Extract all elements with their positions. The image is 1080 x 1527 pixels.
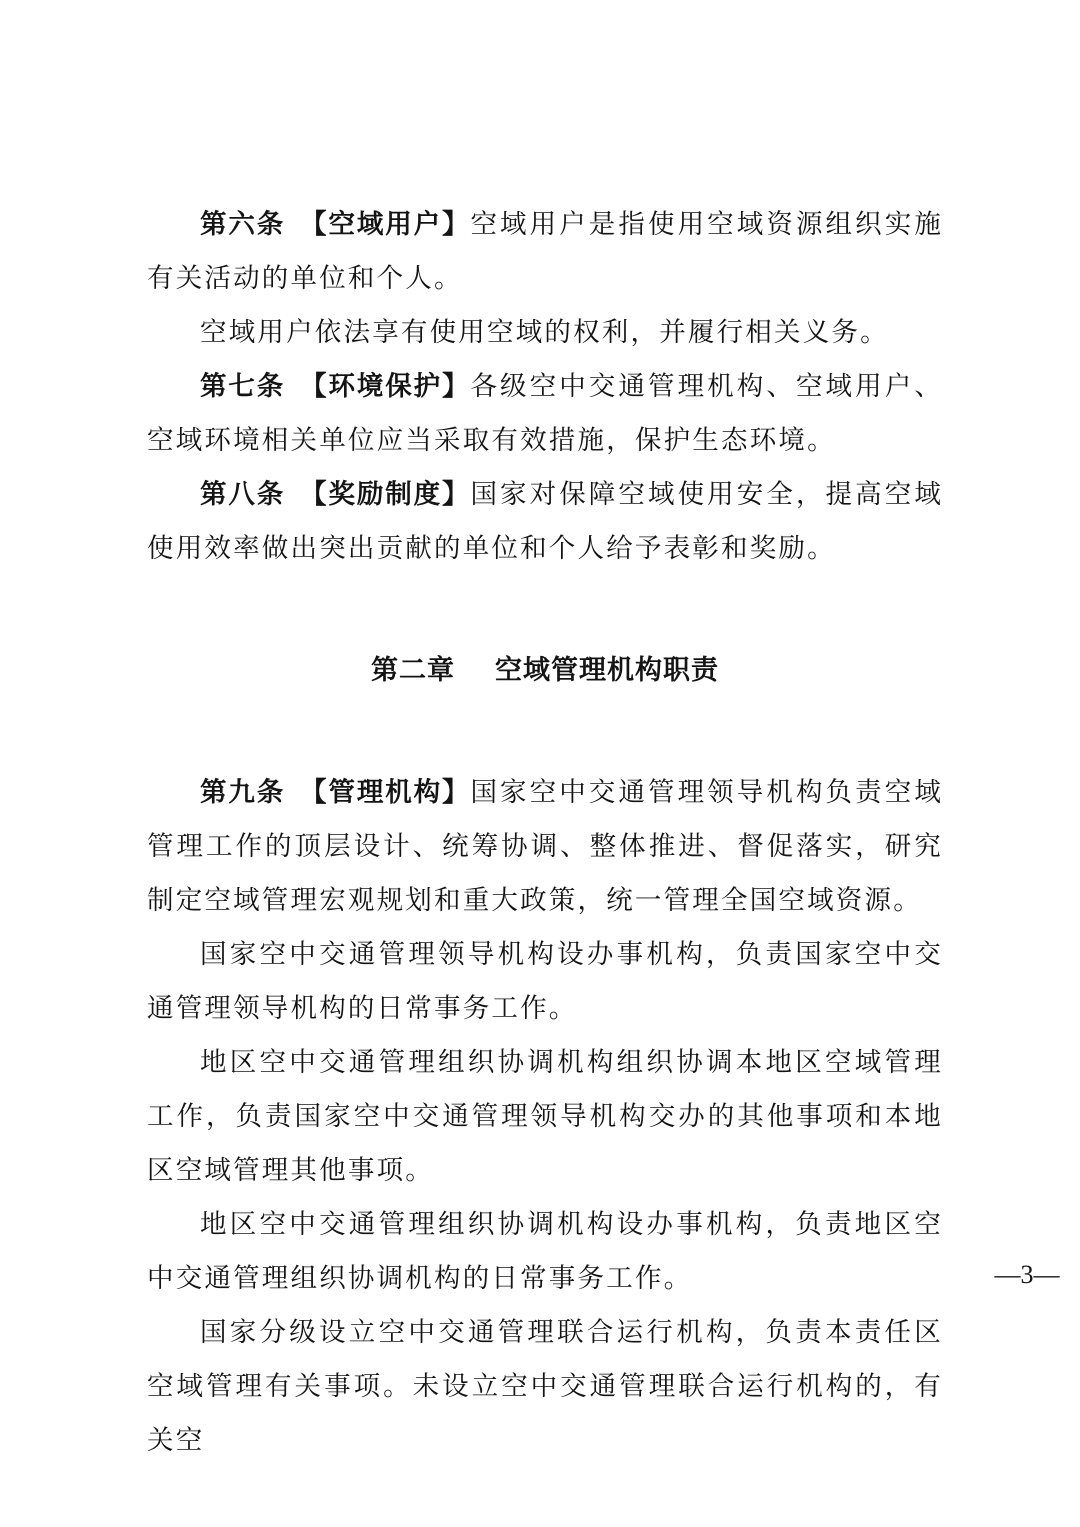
article-8-title: 【奖励制度】 <box>299 479 471 510</box>
document-body <box>147 198 1060 1468</box>
chapter-number: 第二章 <box>371 655 455 686</box>
article-9-paragraph-2: 国家空中交通管理领导机构设办事机构，负责国家空中交通管理领导机构的日常事务工作。 <box>147 939 943 1024</box>
article-9-title: 【管理机构】 <box>299 777 471 808</box>
page-number: —3— <box>994 1260 1060 1289</box>
article-7-body: 各级空中交通管理机构、空域用户、空域环境相关单位应当采取有效措施，保护生态环境。 <box>147 371 944 456</box>
article-9 <box>147 766 943 928</box>
article-7 <box>147 360 943 468</box>
chapter-title: 空域管理机构职责 <box>495 655 719 686</box>
article-6 <box>147 198 943 306</box>
article-6-body: 空域用户是指使用空域资源组织实施有关活动的单位和个人。 <box>147 209 944 294</box>
article-8 <box>147 468 943 576</box>
article-6-paragraph-2: 空域用户依法享有使用空域的权利，并履行相关义务。 <box>200 317 889 348</box>
article-9-paragraph-4: 地区空中交通管理组织协调机构设办事机构，负责地区空中交通管理组织协调机构的日常事务工作。 <box>147 1209 943 1294</box>
chapter-heading <box>147 576 943 766</box>
article-7-number: 第七条 <box>200 371 286 402</box>
article-6-title: 【空域用户】 <box>299 209 471 240</box>
article-7-title: 【环境保护】 <box>299 371 471 402</box>
article-9-paragraph-3: 地区空中交通管理组织协调机构组织协调本地区空域管理工作，负责国家空中交通管理领导机构交办的其他事项和本地区空域管理其他事项。 <box>147 1047 943 1186</box>
article-8-number: 第八条 <box>200 479 286 510</box>
article-6-number: 第六条 <box>200 209 286 240</box>
article-9-body: 国家空中交通管理领导机构负责空域管理工作的顶层设计、统筹协调、整体推进、督促落实，研究制定空域管理宏观规划和重大政策，统一管理全国空域资源。 <box>147 777 944 916</box>
article-8-body: 国家对保障空域使用安全，提高空域使用效率做出突出贡献的单位和个人给予表彰和奖励。 <box>147 479 944 564</box>
article-9-number: 第九条 <box>200 777 286 808</box>
article-9-paragraph-5: 国家分级设立空中交通管理联合运行机构，负责本责任区空域管理有关事项。未设立空中交通管理联合运行机构的，有关空 <box>147 1317 943 1456</box>
